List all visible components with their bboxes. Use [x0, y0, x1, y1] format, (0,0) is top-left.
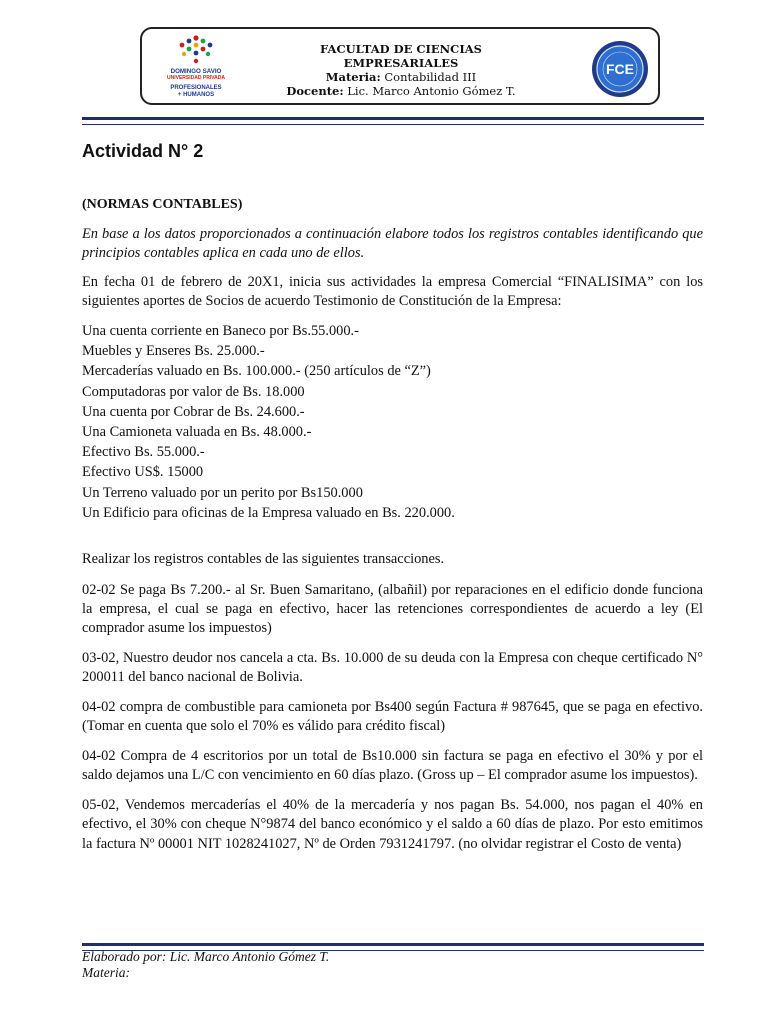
transaction-item: 03-02, Nuestro deudor nos cancela a cta. Bs. 10.000 de su deuda con la Empresa con cheque certificado N° 200011 del banco nacional de Bolivia. [82, 650, 703, 686]
realizar-text: Realizar los registros contables de las siguientes transacciones. [82, 551, 445, 567]
fecha-paragraph [82, 273, 703, 311]
list-item: Efectivo US$. 15000 [82, 464, 204, 481]
logo-slogan-line1: PROFESIONALES [170, 85, 222, 91]
header-rule [82, 117, 704, 125]
list-item: Mercaderías valuado en Bs. 100.000.- (250 artículos de “Z”) [82, 363, 431, 380]
materia-value: Contabilidad III [384, 70, 477, 84]
list-item: Una cuenta por Cobrar de Bs. 24.600.- [82, 403, 305, 420]
materia-label: Materia: [325, 70, 381, 84]
fce-logo-icon [591, 40, 649, 98]
fecha-text: En fecha 01 de febrero de 20X1, inicia sus actividades la empresa Comercial “FINALISIMA” con los siguientes aportes de Socios de acuerdo Testimonio de Constitución de la Empresa: [82, 274, 703, 310]
list-item: Un Edificio para oficinas de la Empresa valuado en Bs. 220.000. [82, 504, 455, 521]
footer-elaborado: Elaborado por: Lic. Marco Antonio Gómez T. [82, 949, 330, 964]
materia-line [262, 70, 540, 84]
aportes-list [82, 321, 703, 523]
university-logo [164, 35, 228, 101]
transaction-item: 05-02, Vendemos mercaderías el 40% de la mercadería y nos pagan Bs. 54.000, nos pagan el 40% en efectivo, el 30% con cheque N°9874 del banco económico y el saldo a 60 días de plazo. Por esto emitimos la factura Nº 00001 NIT 1028241027, Nº de Orden 7931241797. (no olvidar registrar el Costo de venta) [82, 797, 703, 852]
page-footer [82, 949, 329, 981]
intro-text: En base a los datos proporcionados a continuación elabore todos los registros contables identificando que principios contables aplica en cada uno de ellos. [82, 226, 703, 262]
list-item: Una Camioneta valuada en Bs. 48.000.- [82, 424, 312, 441]
transaction-item: 02-02 Se paga Bs 7.200.- al Sr. Buen Samaritano, (albañil) por reparaciones en el edificio donde funciona la empresa, el cual se paga en efectivo, hacer las retenciones correspondientes de acuerdo a ley (El comprador asume los impuestos) [82, 582, 703, 637]
faculty-line2: EMPRESARIALES [343, 56, 459, 70]
header-text [262, 42, 540, 98]
faculty-line1: FACULTAD DE CIENCIAS [320, 42, 482, 56]
intro-paragraph [82, 225, 703, 263]
list-item: Muebles y Enseres Bs. 25.000.- [82, 343, 265, 360]
logo-slogan-line2: + HUMANOS [177, 92, 215, 98]
list-item: Computadoras por valor de Bs. 18.000 [82, 383, 305, 400]
footer-materia: Materia: [82, 965, 130, 980]
docente-label: Docente: [286, 84, 344, 98]
transaction-item: 04-02 compra de combustible para camioneta por Bs400 según Factura # 987645, que se paga en efectivo. (Tomar en cuenta que solo el 70% es válido para crédito fiscal) [82, 699, 703, 735]
list-item: Una cuenta corriente en Baneco por Bs.55.000.- [82, 323, 359, 339]
docente-line [262, 84, 540, 98]
logo-subtitle: UNIVERSIDAD PRIVADA [167, 75, 225, 81]
page-title: Actividad N° 2 [82, 141, 204, 161]
header-box [140, 27, 660, 105]
fce-logo-text: FCE [606, 61, 634, 77]
logo-name: DOMINGO SAVIO [170, 68, 222, 75]
list-item: Efectivo Bs. 55.000.- [82, 444, 205, 461]
list-item: Un Terreno valuado por un perito por Bs150.000 [82, 484, 363, 501]
section-subtitle: (NORMAS CONTABLES) [82, 197, 243, 212]
transaction-item: 04-02 Compra de 4 escritorios por un total de Bs10.000 sin factura se paga en efectivo el 30% y por el saldo dejamos una L/C con vencimiento en 60 días plazo. (Gross up – El comprador asume los impuestos). [82, 748, 703, 784]
docente-value: Lic. Marco Antonio Gómez T. [347, 84, 516, 98]
university-logo-icon [174, 35, 218, 67]
transactions-list [82, 581, 703, 864]
